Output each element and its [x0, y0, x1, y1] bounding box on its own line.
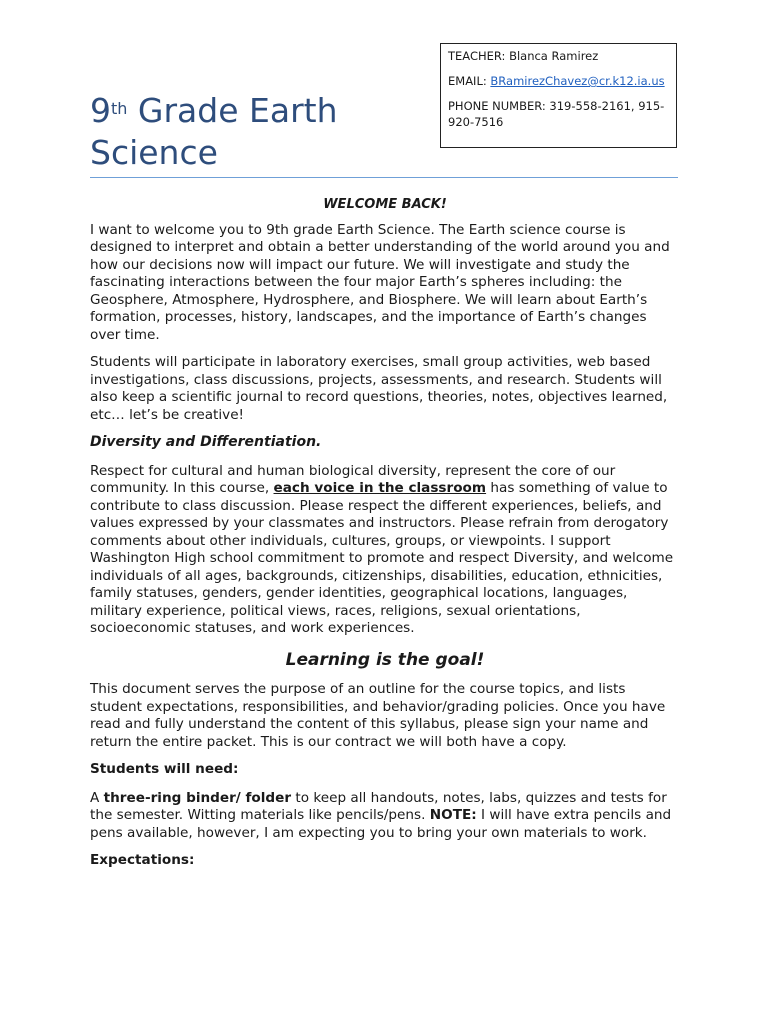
teacher-contact-box: [440, 43, 677, 148]
title-number: 9: [90, 91, 111, 130]
diversity-emphasis: each voice in the classroom: [273, 480, 487, 496]
document-body: [90, 196, 680, 881]
title-text: Grade Earth Science: [90, 91, 338, 172]
diversity-text-after: has something of value to contribute to class discussion. Please respect the different experiences, beliefs, and values expressed by your classmates and instructors. Please refrain from derogatory comments about other individuals, cultures, groups, or viewpoints. I support Washington High school commitment to promote and respect Diversity, and welcome individuals of all ages, backgrounds, citizenships, disabilities, education, ethnicities, family statuses, genders, gender identities, geographical locations, languages, military experience, political views, races, religions, sexual orientations, socioeconomic statuses, and work experiences.: [90, 480, 674, 636]
needs-post: I will have extra pencils and pens available, however, I am expecting you to bring your own materials to work.: [90, 807, 672, 841]
activities-paragraph: Students will participate in laboratory exercises, small group activities, web based investigations, class discussions, projects, assessments, and research. Students will also keep a scientific journal to record questions, theories, notes, objectives learned, etc… let’s be creative!: [90, 354, 668, 423]
title-superscript: th: [111, 99, 128, 118]
page-title: [90, 90, 430, 174]
needs-binder: three-ring binder/ folder: [103, 789, 292, 806]
welcome-heading: WELCOME BACK!: [323, 197, 447, 212]
needs-note-label: NOTE:: [429, 807, 477, 823]
goal-heading: Learning is the goal!: [285, 649, 485, 670]
needs-paragraph: [90, 790, 680, 843]
diversity-paragraph: [90, 463, 680, 638]
needs-mid: to keep all handouts, notes, labs, quizzes and tests for the semester. Witting materials like pencils/pens.: [90, 789, 667, 823]
diversity-text-before: Respect for cultural and human biological diversity, represent the core of our community. In this course,: [90, 462, 616, 496]
needs-pre: A: [90, 789, 104, 806]
teacher-phone: PHONE NUMBER: 319-558-2161, 915-920-7516: [448, 99, 665, 129]
intro-paragraph: I want to welcome you to 9th grade Earth Science. The Earth science course is designed to interpret and obtain a better understanding of the world around you and how our decisions now will impact our future. We will investigate and study the fascinating interactions between the four major Earth’s spheres including: the Geosphere, Atmosphere, Hydrosphere, and Biosphere. We will learn about Earth’s formation, processes, history, landscapes, and the importance of Earth’s changes over time.: [90, 221, 670, 343]
teacher-email: [448, 73, 669, 89]
teacher-name: TEACHER: Blanca Ramirez: [448, 49, 599, 63]
outline-paragraph: This document serves the purpose of an outline for the course topics, and lists student expectations, responsibilities, and behavior/grading policies. Once you have read and fully understand the content of this syllabus, please sign your name and return the entire packet. This is our contract we will both have a copy.: [90, 681, 666, 750]
diversity-heading: Diversity and Differentiation.: [90, 434, 322, 450]
needs-heading: Students will need:: [90, 761, 239, 777]
email-link[interactable]: BRamirezChavez@cr.k12.ia.us: [490, 74, 665, 88]
email-label: EMAIL:: [448, 74, 491, 88]
expectations-heading: Expectations:: [90, 852, 195, 868]
title-divider: [90, 177, 678, 178]
